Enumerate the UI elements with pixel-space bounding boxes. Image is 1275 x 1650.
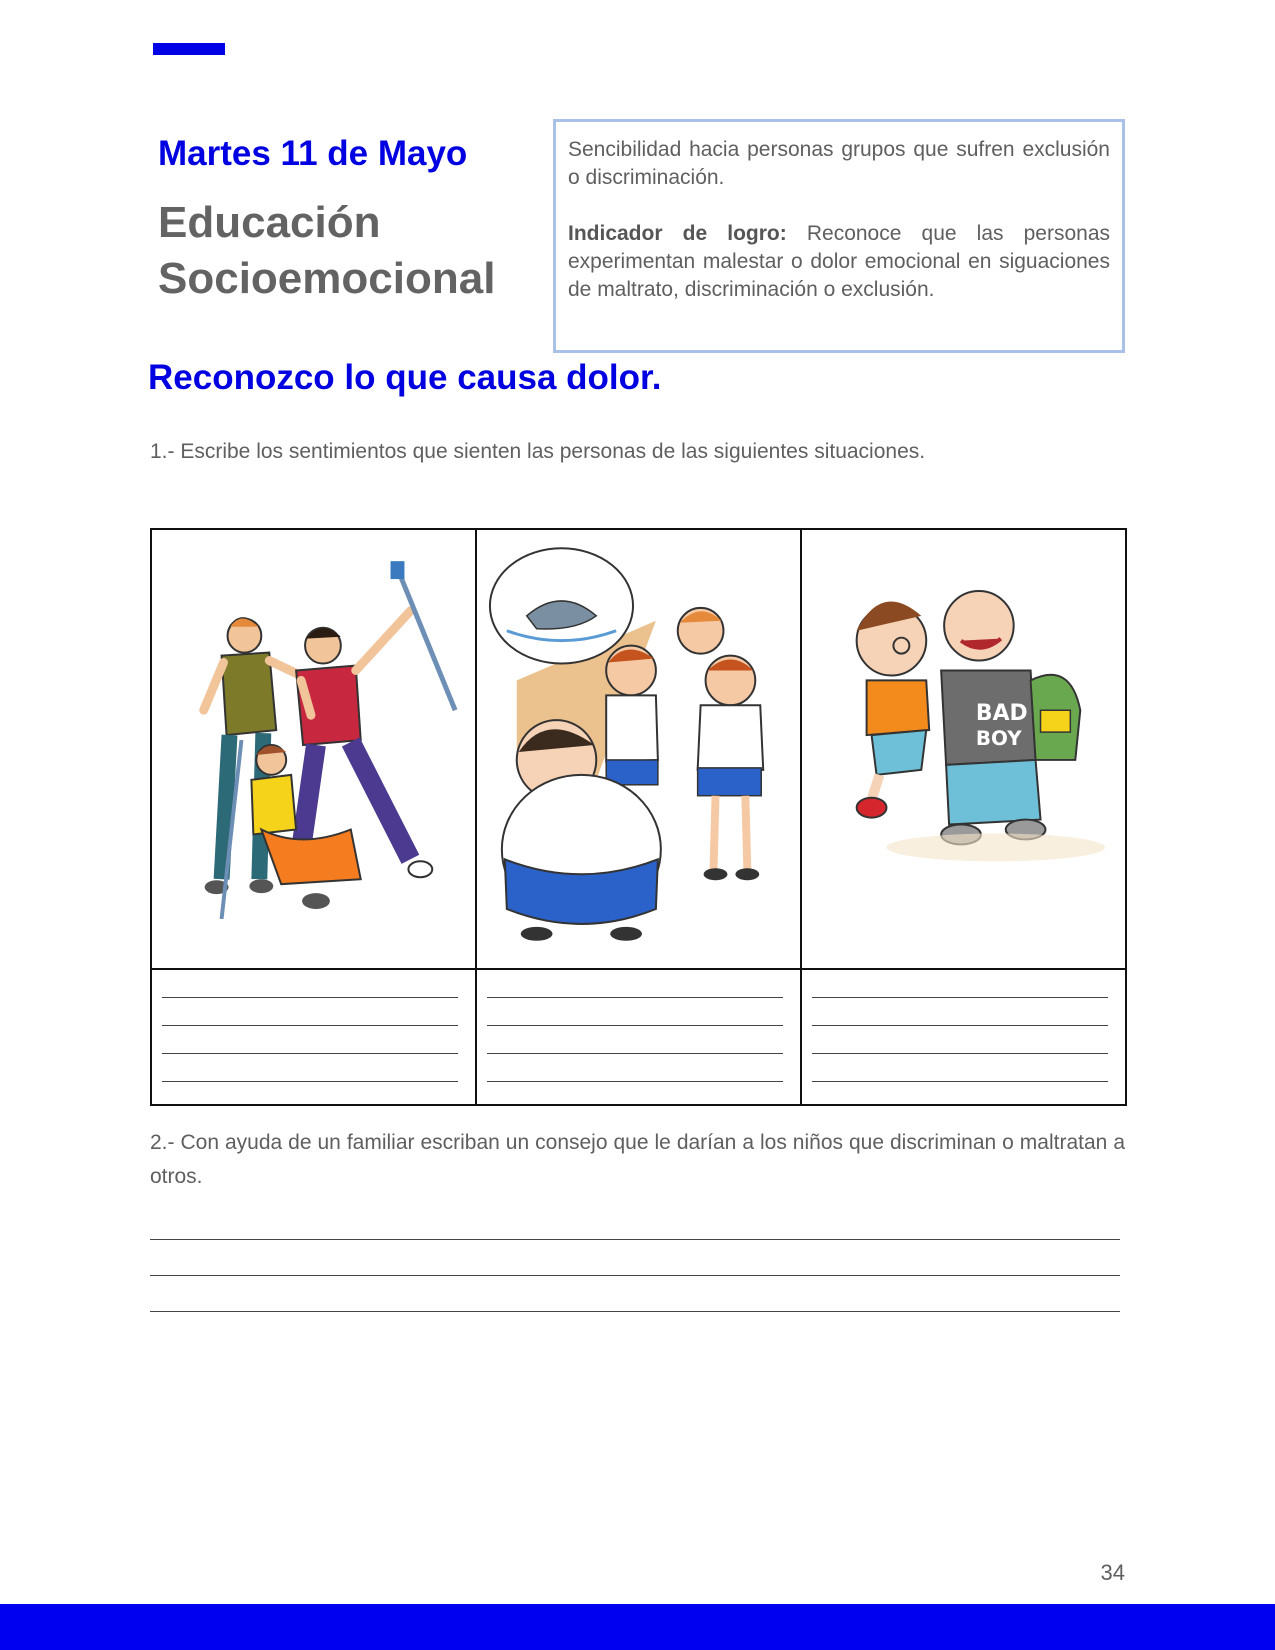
answer-line[interactable] xyxy=(812,998,1108,1026)
info-box xyxy=(553,119,1125,353)
info-text: Sencibilidad hacia personas grupos que sufren exclusión o discriminación. xyxy=(568,138,1110,189)
subject-line-2: Socioemocional xyxy=(158,254,496,303)
answer-cell-3[interactable] xyxy=(801,969,1126,1105)
date-title: Martes 11 de Mayo xyxy=(158,134,468,173)
illustration-cell-1 xyxy=(151,529,476,969)
indicator-text: Reconoce que las personas experimentan malestar o dolor emocional en siguaciones de maltrato, discriminación o exclusión. xyxy=(568,222,1111,301)
question-1: 1.- Escribe los sentimientos que sienten las personas de las siguientes situaciones. xyxy=(150,440,926,463)
answer-line[interactable] xyxy=(162,970,458,998)
indicator-paragraph xyxy=(568,220,1110,304)
accent-bar xyxy=(153,43,225,55)
shirt-text-1: BAD xyxy=(975,701,1028,727)
advice-answer-lines[interactable] xyxy=(150,1208,1120,1312)
answer-line[interactable] xyxy=(487,970,783,998)
illustration-cell-2 xyxy=(476,529,801,969)
answer-line[interactable] xyxy=(150,1276,1120,1312)
mocking-boys-illustration xyxy=(477,530,800,968)
answer-line[interactable] xyxy=(487,1026,783,1054)
subject-title xyxy=(158,195,518,307)
answer-line[interactable] xyxy=(812,1026,1108,1054)
answer-line[interactable] xyxy=(487,1054,783,1082)
answer-cell-1[interactable] xyxy=(151,969,476,1105)
illustration-cell-3 xyxy=(801,529,1126,969)
answer-line[interactable] xyxy=(812,970,1108,998)
subject-line-1: Educación xyxy=(158,198,381,247)
answer-cell-2[interactable] xyxy=(476,969,801,1105)
answer-line[interactable] xyxy=(487,998,783,1026)
answer-line[interactable] xyxy=(162,998,458,1026)
section-title: Reconozco lo que causa dolor. xyxy=(148,358,662,397)
bully-illustration xyxy=(802,530,1125,968)
shirt-text-2: BOY xyxy=(975,727,1022,751)
bullying-disabled-illustration xyxy=(152,530,475,968)
answer-line[interactable] xyxy=(162,1054,458,1082)
question-2: 2.- Con ayuda de un familiar escriban un consejo que le darían a los niños que discriminan o maltratan a otros. xyxy=(150,1131,1125,1188)
situations-table xyxy=(150,528,1127,1106)
footer-bar xyxy=(0,1604,1275,1650)
answer-line[interactable] xyxy=(150,1240,1120,1276)
indicator-label: Indicador de logro: xyxy=(568,222,787,245)
page-number: 34 xyxy=(1100,1560,1125,1585)
answer-line[interactable] xyxy=(812,1054,1108,1082)
answer-line[interactable] xyxy=(162,1026,458,1054)
answer-line[interactable] xyxy=(150,1208,1120,1240)
